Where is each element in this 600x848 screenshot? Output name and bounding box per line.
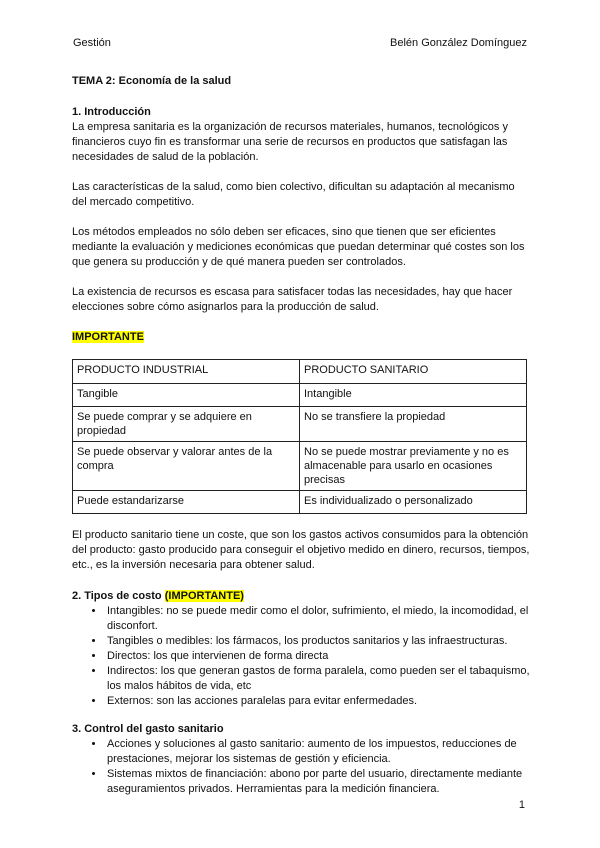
table-row xyxy=(73,442,527,491)
list-item: • Directos: los que intervienen de forma directa xyxy=(105,649,530,664)
section-heading-control-gasto: 3. Control del gasto sanitario xyxy=(72,723,224,735)
table-header-cell: PRODUCTO INDUSTRIAL xyxy=(73,360,300,384)
list-item: • Tangibles o medibles: los fármacos, los productos sanitarios y las infraestructuras. xyxy=(105,634,530,649)
header-subject: Gestión xyxy=(73,37,111,49)
list-item: • Intangibles: no se puede medir como el dolor, sufrimiento, el miedo, la incomodidad, el disconfort. xyxy=(105,604,530,634)
table-row xyxy=(73,360,527,384)
cost-types-list xyxy=(72,604,530,709)
paragraph: La empresa sanitaria es la organización de recursos materiales, humanos, tecnológicos y financieros cuyo fin es transformar una serie de recursos en productos que satisfagan las necesidades de salud de la población. xyxy=(72,121,508,163)
important-label xyxy=(72,330,530,345)
table-row xyxy=(73,491,527,514)
header-author: Belén González Domínguez xyxy=(390,37,527,49)
table-cell: Es individualizado o personalizado xyxy=(300,491,527,514)
table-cell: Tangible xyxy=(73,384,300,407)
table-row xyxy=(73,384,527,407)
table-header-cell: PRODUCTO SANITARIO xyxy=(300,360,527,384)
table-cell: Se puede observar y valorar antes de la compra xyxy=(73,442,300,491)
table-row xyxy=(73,407,527,442)
table-cell: No se puede mostrar previamente y no es almacenable para usarlo en ocasiones precisas xyxy=(300,442,527,491)
paragraph: El producto sanitario tiene un coste, que son los gastos activos consumidos para la obtención del producto: gasto producido para conseguir el objetivo medido en dinero, recursos, tiempos, etc., es la inversión necesaria para obtener salud. xyxy=(72,529,530,571)
table-cell: Se puede comprar y se adquiere en propiedad xyxy=(73,407,300,442)
list-item: • Sistemas mixtos de financiación: abono por parte del usuario, directamente mediante aseguramientos privados. Herramientas para la medición financiera. xyxy=(105,767,530,797)
section-heading-text: 2. Tipos de costo xyxy=(72,590,162,602)
important-highlight: (IMPORTANTE) xyxy=(164,590,244,602)
table-cell: No se transfiere la propiedad xyxy=(300,407,527,442)
document-content xyxy=(72,74,530,797)
paragraph: La existencia de recursos es escasa para satisfacer todas las necesidades, hay que hacer elecciones sobre cómo asignarlos para la producción de salud. xyxy=(72,286,513,313)
list-item: • Indirectos: los que generan gastos de forma paralela, como pueden ser el tabaquismo, los malos hábitos de vida, etc xyxy=(105,664,530,694)
paragraph: Los métodos empleados no sólo deben ser eficaces, sino que tienen que ser eficientes mediante la evaluación y mediciones económicas que puedan determinar qué costes son los que genera su producción y de qué manera pueden ser controlados. xyxy=(72,226,525,268)
important-highlight: IMPORTANTE xyxy=(72,331,144,343)
page-number: 1 xyxy=(518,799,525,811)
table-cell: Intangible xyxy=(300,384,527,407)
list-item: • Externos: son las acciones paralelas para evitar enfermedades. xyxy=(105,694,530,709)
section-heading-tipos-de-costo xyxy=(72,589,530,604)
table-cell: Puede estandarizarse xyxy=(73,491,300,514)
comparison-table xyxy=(72,359,527,514)
list-item: • Acciones y soluciones al gasto sanitario: aumento de los impuestos, reducciones de prestaciones, mejorar los sistemas de gestión y eficiencia. xyxy=(105,737,530,767)
control-list xyxy=(72,737,530,797)
paragraph: Las características de la salud, como bien colectivo, dificultan su adaptación al mecanismo del mercado competitivo. xyxy=(72,181,515,208)
section-heading-introduccion: 1. Introducción xyxy=(72,106,151,118)
document-title: TEMA 2: Economía de la salud xyxy=(72,75,232,87)
